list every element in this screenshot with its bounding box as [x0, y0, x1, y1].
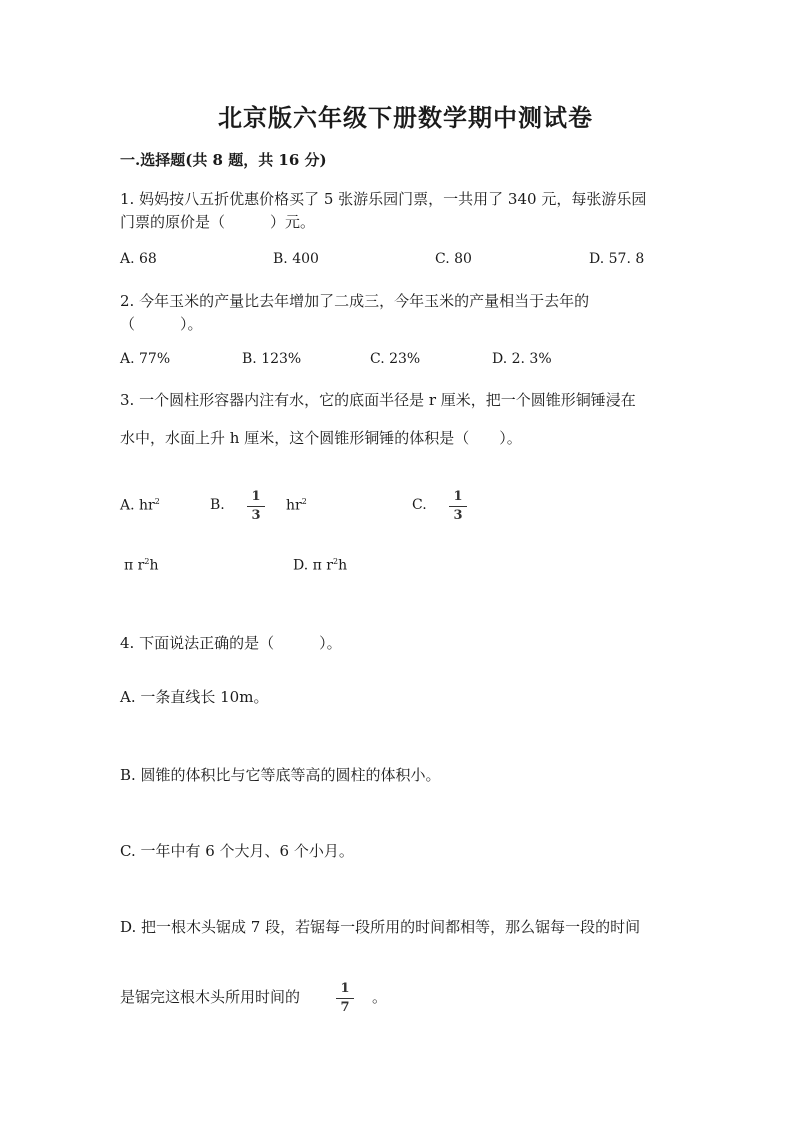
fraction-one-seventh: 1 7	[336, 982, 354, 1015]
question-1-option-b: B. 400	[273, 251, 319, 267]
question-2-option-b: B. 123%	[242, 351, 302, 367]
question-2-line-1: 2. 今年玉米的产量比去年增加了二成三，今年玉米的产量相当于去年的	[120, 292, 590, 310]
question-1-option-c: C. 80	[435, 251, 472, 267]
question-1-option-a: A. 68	[120, 251, 157, 267]
page-title: 北京版六年级下册数学期中测试卷	[218, 103, 593, 132]
question-3-option-b-text: $hr^2$	[286, 497, 307, 514]
question-2-option-d: D. 2. 3%	[492, 351, 552, 367]
question-4-option-d-end: 。	[372, 988, 388, 1006]
question-4-option-d-line-2: 是锯完这根木头所用时间的	[120, 988, 301, 1006]
question-2-line-2: （ ）。	[120, 315, 203, 333]
question-3-option-a: A. $hr^2$	[120, 497, 160, 514]
question-3-option-d: D. π $r^2h$	[293, 557, 348, 574]
question-4-option-d-line-1: D. 把一根木头锯成 7 段，若锯每一段所用的时间都相等，那么锯每一段的时间	[120, 918, 641, 936]
question-1-line-2: 门票的原价是（ ）元。	[120, 213, 316, 231]
question-4-option-b: B. 圆锥的体积比与它等底等高的圆柱的体积小。	[120, 766, 441, 784]
question-3-option-c-continued: π $r^2h$	[124, 557, 159, 574]
question-4-option-a: A. 一条直线长 10m。	[120, 688, 269, 706]
question-3-option-b-label: B.	[210, 497, 225, 513]
question-3-option-c-label: C.	[412, 497, 427, 513]
question-1-line-1: 1. 妈妈按八五折优惠价格买了 5 张游乐园门票，一共用了 340 元，每张游乐园	[120, 190, 647, 208]
question-4-stem: 4. 下面说法正确的是（ ）。	[120, 634, 342, 652]
fraction-one-third-c: 1 3	[449, 490, 467, 523]
question-3-line-2: 水中，水面上升 h 厘米，这个圆锥形铜锤的体积是（ ）。	[120, 429, 522, 447]
fraction-one-third-b: 1 3	[247, 490, 265, 523]
question-1-option-d: D. 57. 8	[589, 251, 645, 267]
section-heading-multiple-choice: 一.选择题(共 8 题，共 16 分)	[120, 151, 327, 169]
question-2-option-a: A. 77%	[120, 351, 171, 367]
question-3-line-1: 3. 一个圆柱形容器内注有水，它的底面半径是 r 厘米，把一个圆锥形铜锤浸在	[120, 391, 636, 409]
question-4-option-c: C. 一年中有 6 个大月、6 个小月。	[120, 842, 354, 860]
question-2-option-c: C. 23%	[370, 351, 421, 367]
